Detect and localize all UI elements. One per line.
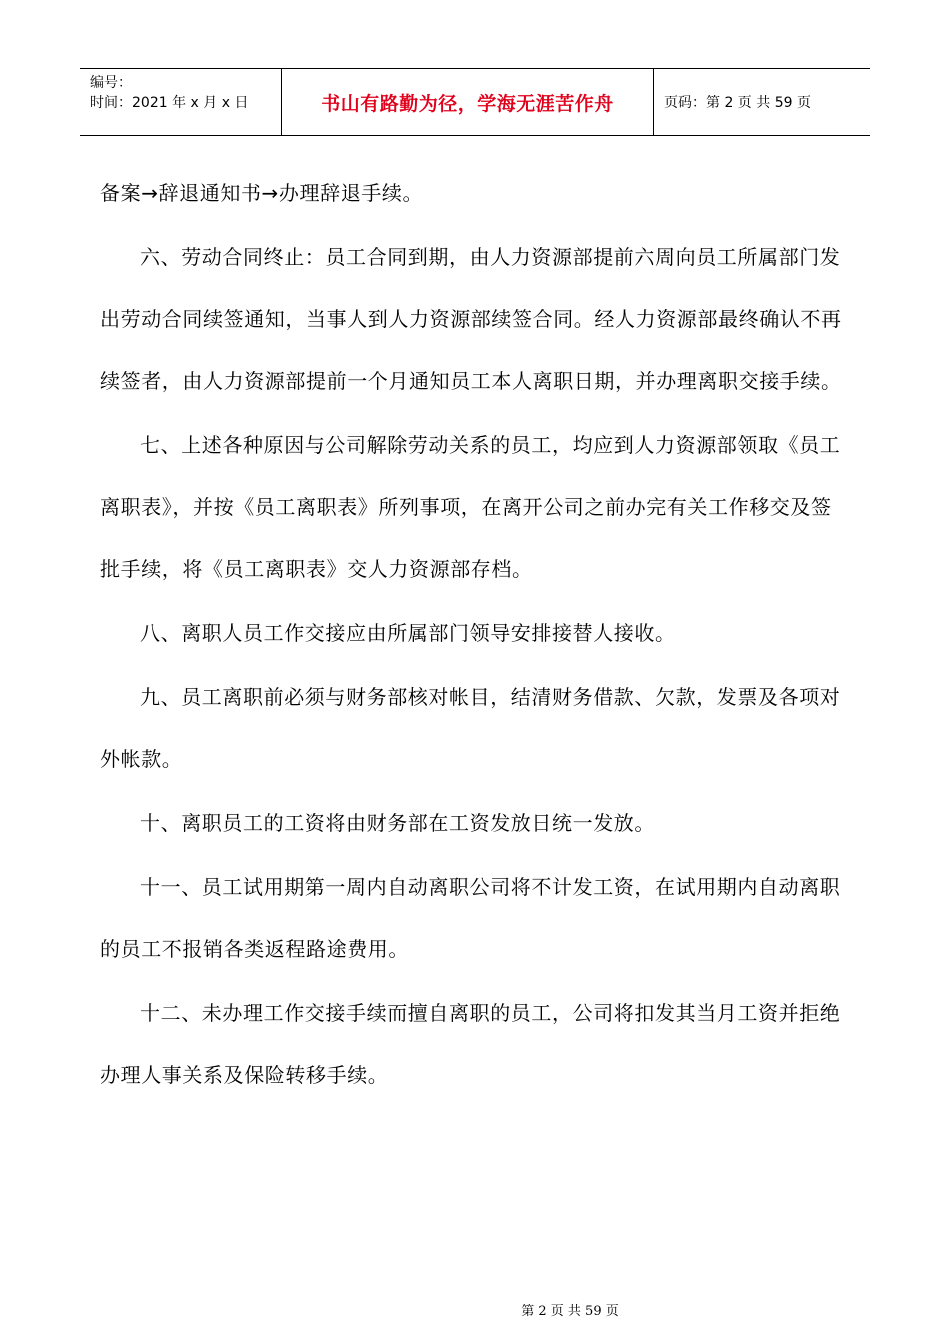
header-page-info: 页码：第 2 页 共 59 页	[664, 95, 811, 111]
document-date: 时间：2021 年 x 月 x 日	[90, 95, 249, 111]
document-number-label: 编号：	[90, 75, 132, 91]
header-motto: 书山有路勤为径，学海无涯苦作舟	[282, 69, 654, 135]
paragraph: 六、劳动合同终止：员工合同到期，由人力资源部提前六周向员工所属部门发出劳动合同续签通知，当事人到人力资源部续签合同。经人力资源部最终确认不再续签者，由人力资源部提前一个月通知员工本人离职日期，并办理离职交接手续。	[100, 245, 842, 393]
paragraph: 九、员工离职前必须与财务部核对帐目，结清财务借款、欠款，发票及各项对外帐款。	[100, 685, 841, 771]
header-meta-cell	[80, 69, 282, 135]
paragraph: 十、离职员工的工资将由财务部在工资发放日统一发放。	[140, 811, 655, 835]
document-body	[100, 162, 852, 1106]
paragraph: 备案→辞退通知书→办理辞退手续。	[100, 181, 424, 205]
document-header	[80, 68, 870, 136]
page-footer: 第 2 页 共 59 页	[521, 1304, 619, 1319]
paragraph: 十二、未办理工作交接手续而擅自离职的员工，公司将扣发其当月工资并拒绝办理人事关系及保险转移手续。	[100, 1001, 841, 1087]
paragraph: 十一、员工试用期第一周内自动离职公司将不计发工资，在试用期内自动离职的员工不报销各类返程路途费用。	[100, 875, 841, 961]
paragraph: 七、上述各种原因与公司解除劳动关系的员工，均应到人力资源部领取《员工离职表》，并按《员工离职表》所列事项，在离开公司之前办完有关工作移交及签批手续，将《员工离职表》交人力资源部存档。	[100, 433, 841, 581]
paragraph: 八、离职人员工作交接应由所属部门领导安排接替人接收。	[140, 621, 676, 645]
